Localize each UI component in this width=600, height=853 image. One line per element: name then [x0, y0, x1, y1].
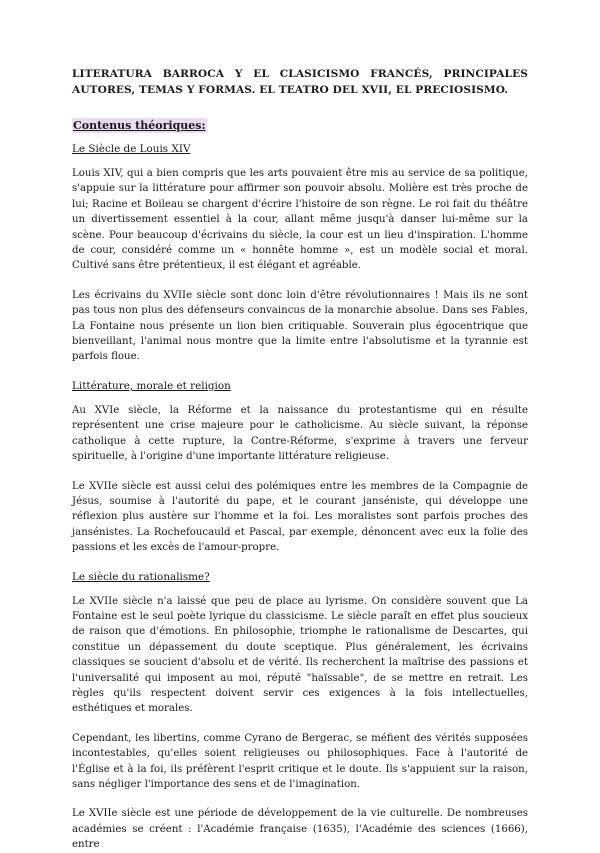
paragraph: Louis XIV, qui a bien compris que les arts pouvaient être mis au service de sa politique, s'appuie sur la littérature pour affirmer son pouvoir absolu. Molière est très proche de lui; Racine et Boileau se chargent d'écrire l'histoire de son règne. Le roi fait du théâtre un divertissement essentiel à la cour, allant même jusqu'à danser lui-même sur la scène. Pour beaucoup d'écrivains du siècle, la cour est un lieu d'inspiration. L'homme de cour, considéré comme un « honnête homme », est un modèle social et moral. Cultivé sans être prétentieux, il est élégant et agréable. — [72, 168, 528, 272]
paragraph: Le XVIIe siècle est aussi celui des polémiques entre les membres de la Compagnie de Jésus, soumise à l'autorité du pape, et le courant janséniste, qui développe une réflexion plus austère sur l'homme et la foi. Les moralistes sont parfois proches des jansénistes. La Rochefoucauld et Pascal, par exemple, dénoncent avec eux la folie des passions et les excès de l'amour-propre. — [72, 480, 528, 554]
subsection-heading: Littérature, morale et religion — [72, 379, 231, 392]
subsection-heading: Le siècle du rationalisme? — [72, 570, 210, 583]
subsection-rationalisme — [72, 570, 528, 853]
subsection-louis-xiv — [72, 142, 528, 365]
section-title: Contenus théoriques: — [73, 119, 206, 132]
document-title: LITERATURA BARROCA Y EL CLASICISMO FRANCÉS, PRINCIPALES AUTORES, TEMAS Y FORMAS. EL TEATRO DEL XVII, EL PRECIOSISMO. — [72, 68, 528, 96]
subsection-morale-religion — [72, 379, 528, 556]
paragraph: Le XVIIe siècle est une période de développement de la vie culturelle. De nombreuses académies se créent : l'Académie française (1635), l'Académie des sciences (1666), entre — [72, 808, 528, 851]
paragraph: Le XVIIe siècle n'a laissé que peu de place au lyrisme. On considère souvent que La Fontaine est le seul poète lyrique du classicisme. Le siècle paraît en effet plus soucieux de raison que d'émotions. En philosophie, triomphe le rationalisme de Descartes, qui constitue un dépassement du doute sceptique. Plus généralement, les écrivains classiques se soucient d'absolu et de vérité. Ils recherchent la maîtrise des passions et l'universalité qui imposent au moi, réputé "haïssable", de se mettre en retrait. Les règles qu'ils respectent doivent servir ces exigences à la fois intellectuelles, esthétiques et morales. — [72, 595, 528, 715]
paragraph: Cependant, les libertins, comme Cyrano de Bergerac, se méfient des vérités supposées incontestables, qu'elles soient religieuses ou philosophiques. Face à l'autorité de l'Église et à la foi, ils préfèrent l'esprit critique et le doute. Ils s'appuient sur la raison, sans négliger l'importance des sens et de l'imagination. — [72, 732, 528, 790]
paragraph: Au XVIe siècle, la Réforme et la naissance du protestantisme qui en résulte représentent une crise majeure pour le catholicisme. Au siècle suivant, la réponse catholique à cette rupture, la Contre-Réforme, s'exprime à travers une ferveur spirituelle, à l'origine d'une importante littérature religieuse. — [72, 404, 528, 463]
subsection-heading: Le Siècle de Louis XIV — [72, 143, 191, 155]
paragraph: Les écrivains du XVIIe siècle sont donc loin d'être révolutionnaires ! Mais ils ne sont pas tous non plus des défenseurs convaincus de la monarchie absolue. Dans ses Fables, La Fontaine nous présente un lion bien critiquable. Souverain plus égocentrique que bienveillant, l'animal nous montre que la limite entre l'absolutisme et la tyrannie est parfois floue. — [72, 289, 528, 363]
